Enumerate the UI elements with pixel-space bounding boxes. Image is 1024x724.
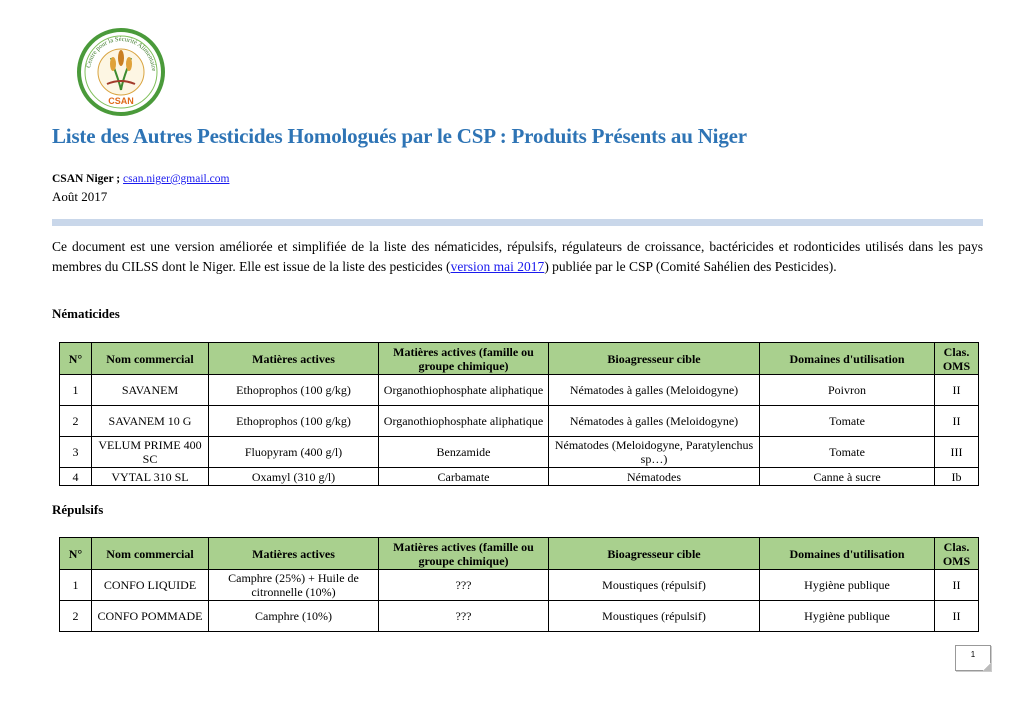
cell-cible: Moustiques (répulsif) (549, 601, 760, 632)
page-title: Liste des Autres Pesticides Homologués par le CSP : Produits Présents au Niger (52, 124, 747, 148)
table-row (60, 570, 979, 601)
cell-nom: SAVANEM 10 G (92, 406, 209, 437)
cell-domaines: Hygiène publique (760, 601, 935, 632)
col-header-nom: Nom commercial (92, 343, 209, 375)
col-header-cible: Bioagresseur cible (549, 343, 760, 375)
intro-text-1: Ce document est une version améliorée et simplifiée de la liste des nématicides, répulsifs, régulateurs de croissance, bactéricides et rodonticides utilisés dans les pays membres du CILSS dont le Niger. Elle est issue de la liste des pesticides ( (52, 239, 983, 274)
cell-num: 1 (60, 375, 92, 406)
repulsifs-table (59, 537, 979, 632)
table-header-row (60, 538, 979, 570)
cell-matieres: Fluopyram (400 g/l) (209, 437, 379, 468)
section-heading-nematicides: Nématicides (52, 306, 120, 321)
cell-nom: SAVANEM (92, 375, 209, 406)
table-row (60, 375, 979, 406)
intro-paragraph (52, 237, 983, 277)
cell-nom: VYTAL 310 SL (92, 468, 209, 486)
table-row (60, 406, 979, 437)
cell-num: 3 (60, 437, 92, 468)
cell-domaines: Tomate (760, 406, 935, 437)
section-heading-repulsifs: Répulsifs (52, 502, 104, 517)
org-name: CSAN Niger ; (52, 173, 121, 185)
col-header-famille: Matières actives (famille ou groupe chimique) (379, 343, 549, 375)
cell-famille: Organothiophosphate aliphatique (379, 406, 549, 437)
cell-matieres: Ethoprophos (100 g/kg) (209, 406, 379, 437)
csan-logo (77, 28, 165, 116)
cell-num: 1 (60, 570, 92, 601)
col-header-domaines: Domaines d'utilisation (760, 343, 935, 375)
col-header-cible: Bioagresseur cible (549, 538, 760, 570)
version-link[interactable]: version mai 2017 (450, 259, 545, 274)
cell-clas: II (935, 570, 979, 601)
cell-cible: Nématodes (549, 468, 760, 486)
cell-nom: CONFO LIQUIDE (92, 570, 209, 601)
col-header-clas: Clas. OMS (935, 343, 979, 375)
col-header-num: N° (60, 538, 92, 570)
cell-famille: ??? (379, 601, 549, 632)
col-header-famille: Matières actives (famille ou groupe chimique) (379, 538, 549, 570)
col-header-nom: Nom commercial (92, 538, 209, 570)
intro-text-2: ) publiée par le CSP (Comité Sahélien des Pesticides). (544, 259, 837, 274)
cell-famille: Carbamate (379, 468, 549, 486)
cell-matieres: Ethoprophos (100 g/kg) (209, 375, 379, 406)
svg-text:Centre pour la Sécurité Alimen: Centre pour la Sécurité Alimentaire (85, 35, 158, 72)
header-divider (52, 219, 983, 226)
publication-date: Août 2017 (52, 189, 108, 204)
cell-nom: CONFO POMMADE (92, 601, 209, 632)
cell-cible: Moustiques (répulsif) (549, 570, 760, 601)
email-link[interactable]: csan.niger@gmail.com (123, 173, 230, 185)
cell-matieres: Oxamyl (310 g/l) (209, 468, 379, 486)
cell-num: 2 (60, 406, 92, 437)
cell-famille: ??? (379, 570, 549, 601)
cell-cible: Nématodes à galles (Meloidogyne) (549, 406, 760, 437)
cell-domaines: Poivron (760, 375, 935, 406)
col-header-matieres: Matières actives (209, 538, 379, 570)
cell-clas: II (935, 375, 979, 406)
cell-domaines: Canne à sucre (760, 468, 935, 486)
col-header-num: N° (60, 343, 92, 375)
cell-nom: VELUM PRIME 400 SC (92, 437, 209, 468)
table-row (60, 601, 979, 632)
cell-num: 2 (60, 601, 92, 632)
cell-clas: Ib (935, 468, 979, 486)
svg-text:CSAN: CSAN (108, 96, 134, 106)
cell-domaines: Hygiène publique (760, 570, 935, 601)
cell-famille: Benzamide (379, 437, 549, 468)
col-header-clas: Clas. OMS (935, 538, 979, 570)
table-row (60, 437, 979, 468)
table-row (60, 468, 979, 486)
nematicides-table (59, 342, 979, 486)
table-header-row (60, 343, 979, 375)
cell-clas: III (935, 437, 979, 468)
cell-cible: Nématodes à galles (Meloidogyne) (549, 375, 760, 406)
cell-matieres: Camphre (25%) + Huile de citronnelle (10%) (209, 570, 379, 601)
cell-matieres: Camphre (10%) (209, 601, 379, 632)
cell-num: 4 (60, 468, 92, 486)
col-header-domaines: Domaines d'utilisation (760, 538, 935, 570)
cell-clas: II (935, 601, 979, 632)
page-number: 1 (955, 645, 991, 671)
cell-domaines: Tomate (760, 437, 935, 468)
cell-famille: Organothiophosphate aliphatique (379, 375, 549, 406)
cell-cible: Nématodes (Meloidogyne, Paratylenchus sp…) (549, 437, 760, 468)
col-header-matieres: Matières actives (209, 343, 379, 375)
cell-clas: II (935, 406, 979, 437)
contact-line (52, 173, 229, 185)
